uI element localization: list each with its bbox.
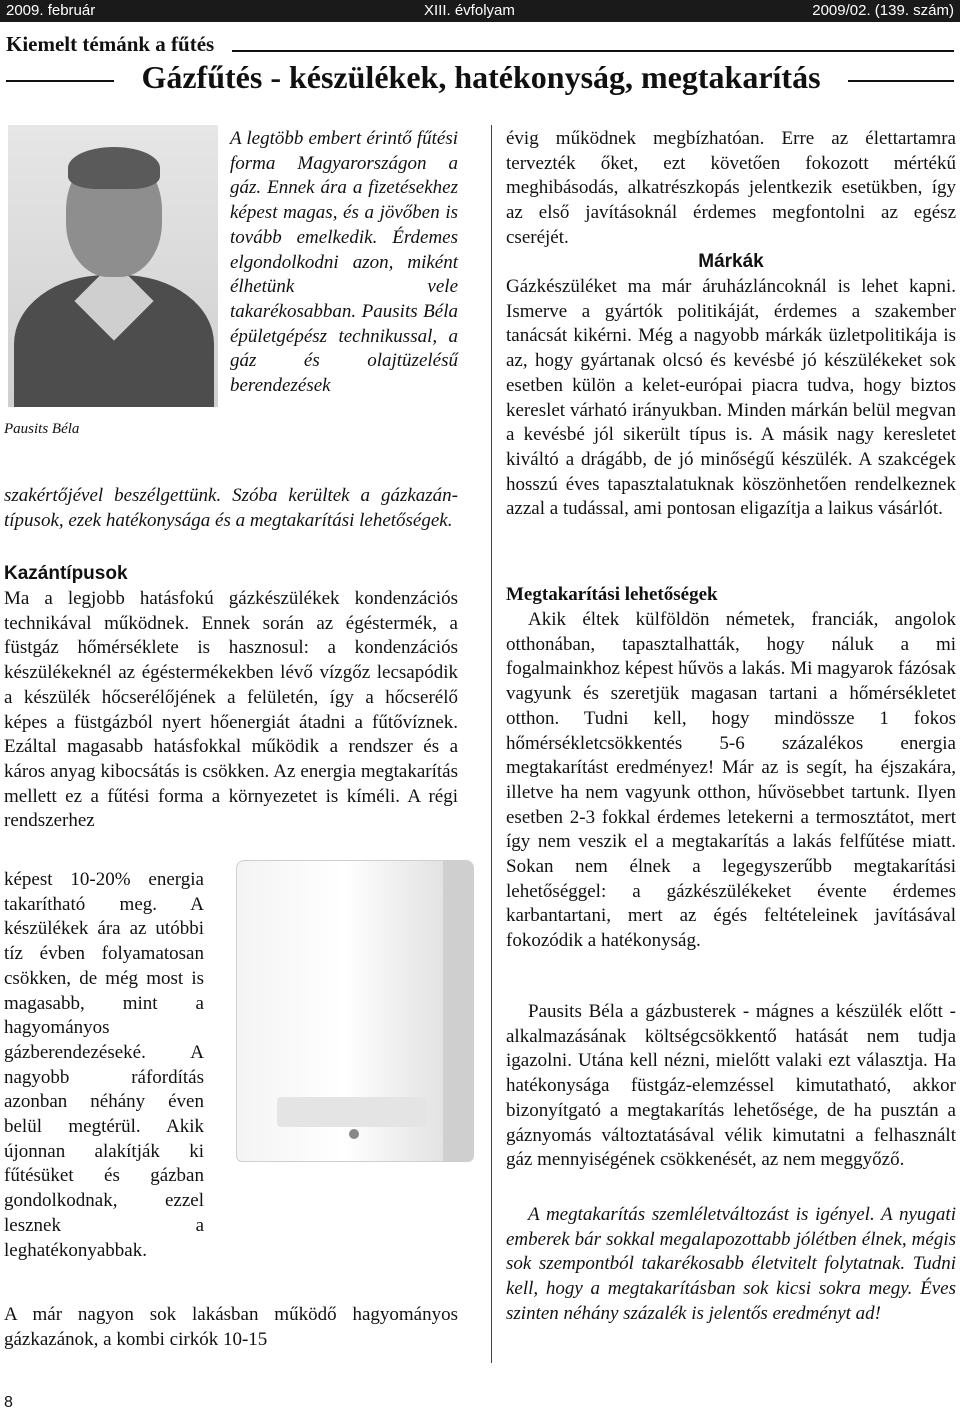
heading-megtakaritas: Megtakarítási lehetőségek — [506, 584, 718, 605]
photo-caption: Pausits Béla — [4, 421, 80, 437]
kicker-rule — [232, 50, 954, 52]
column-divider — [491, 125, 492, 1363]
issue-date: 2009. február — [6, 2, 96, 19]
issue-number: 2009/02. (139. szám) — [812, 2, 954, 19]
paragraph-markak: Gázkészüléket ma már áruházláncoknál is lehet kapni. Ismerve a gyártók politikáját, érdemes a szakember tanácsát kikérni. Még a nagyobb márkák üzletpolitikája is az, hogy gyártanak olcsó és kevésbé jó készülékeket sok esetben külön a kelet-európai piacra tudva, hogy biztos kereslet várható irányukban. Minden márkán belül megvan a kevésbé jól sikerült típus is. A másik nagy keresletet kiváltó a drágább, de jó minőségű készülék. A szakcégek hosszú éves tapasztalatuknak köszönhetően rendelkeznek azzal a tudással, ami pontosan eligazítja a laikus vásárlót. — [506, 276, 956, 520]
issue-header-bar — [0, 0, 960, 22]
intro-text: szakértőjével beszélgettünk. Szóba kerültek a gázkazán-típusok, ezek hatékonysága és a megtakarítási lehetőségek. — [4, 485, 458, 531]
title-rule-left — [6, 80, 114, 82]
paragraph-megtakaritas-3: A megtakarítás szemléletváltozást is igényel. A nyugati emberek bár sokkal megalapozottabb jólétben élnek, mégis sok szempontból takarékosabb életvitelt folytatnak. Tudni kell, hogy a megtakarításban sok kicsi sokra megy. Éves szinten néhány százalék is jelentős eredményt ad! — [506, 1204, 956, 1324]
article-title: Gázfűtés - készülékek, hatékonyság, megtakarítás — [141, 59, 821, 95]
paragraph-kazantipusok: Ma a legjobb hatásfokú gázkészülékek kondenzációs technikával működnek. Ennek során az égéstermék, a füstgáz hőmérséklete is hasznosul: a kondenzációs készülékeknél az égéstermékekben lévő vízgőz lecsapódik a készülék hőcserélőjének a felületén, így a hőcserélő képes a füstgázból nyert hőenergiát átadni a fűtővíznek. Ezáltal magasabb hatásfokkal működik a rendszer és a káros anyag kibocsátás is csökken. Az energia megtakarítás mellett ez a fűtési forma a környezetet is kíméli. A régi rendszerhez — [4, 588, 458, 832]
paragraph-megtakaritas-2: Pausits Béla a gázbusterek - mágnes a készülék előtt - alkalmazásának költségcsökkentő hatását nem tudja igazolni. Utána kell nézni, mielőtt valaki ezt választja. Ha hatékonysága füstgáz-elemzéssel kimutatható, akkor bizonyítgató a megtakarítás lehetősége, de ha pusztán a gáznyomás változtatásával vélik kimutatni a felhasznált gáz mennyiségének csökkenését, az nem meggyőző. — [506, 1001, 956, 1171]
paragraph-elettartam: évig működnek megbízhatóan. Erre az élettartamra tervezték őket, ezt követően fokozott mértékű meghibásodás, alkatrészkopás jelentkezik esetükben, így az első javításoknál érdemes megfontolni az egész cseréjét. — [506, 128, 956, 248]
heading-kazantipusok: Kazántípusok — [4, 563, 128, 584]
section-kicker: Kiemelt témánk a fűtés — [6, 32, 215, 56]
page-number: 8 — [4, 1394, 13, 1411]
paragraph-kazantipusok-narrow: képest 10-20% energia takarítható meg. A készülékek ára az utóbbi tíz évben folyamatosan csökken, de még most is magasabb, mint a hagyományos gázberendezéseké. A nagyobb ráfordítás azonban néhány éven belül megtérül. Akik újonnan alakítják ki fűtésüket és gázban gondolkodnak, ezzel lesznek a leghatékonyabbak. — [4, 869, 204, 1261]
paragraph-regi-kazanok: A már nagyon sok lakásban működő hagyományos gázkazánok, a kombi cirkók 10-15 — [4, 1304, 458, 1350]
heading-markak: Márkák — [698, 251, 764, 272]
paragraph-megtakaritas-1: Akik éltek külföldön németek, franciák, angolok otthonában, tapasztalhatták, hogy náluk a mi fogalmainkhoz képest hűvös a lakás. Mi magyarok fázósak vagyunk és szeretjük magasan tartani a hőmérsékletet otthon. Tudni kell, hogy mindössze 1 fokos hőmérsékletcsökkentés 5-6 százalékos energia megtakarítást eredményez! Már az is segít, ha éjszakára, illetve ha nem vagyunk otthon, hűvösebbet tartunk. Ilyen esetben 2-3 fokkal érdemes letekerni a termosztátot, mert így nem veszik el a megtakarítás a lakás felfűtése miatt. Sokan nem élnek a legegyszerűbb megtakarítási lehetőséggel: a gázkészülékeket évente érdemes karbantartani, mert az égés feltételeinek javításával fokozódik a hatékonyság. — [506, 609, 956, 952]
title-rule-right — [848, 80, 954, 82]
author-photo — [8, 125, 218, 407]
intro-text-beside-photo: A legtöbb embert érintő fűtési forma Magyarországon a gáz. Ennek ára a fizetésekhez képest magas, és a jövőben is tovább emelkedik. Érdemes elgondolkodni azon, miként élhetünk vele takarékosabban. Pausits Béla épületgépész technikussal, a gáz és olajtüzelésű berendezések — [230, 128, 458, 397]
issue-volume: XIII. évfolyam — [424, 2, 515, 19]
gas-boiler-image — [236, 860, 474, 1162]
